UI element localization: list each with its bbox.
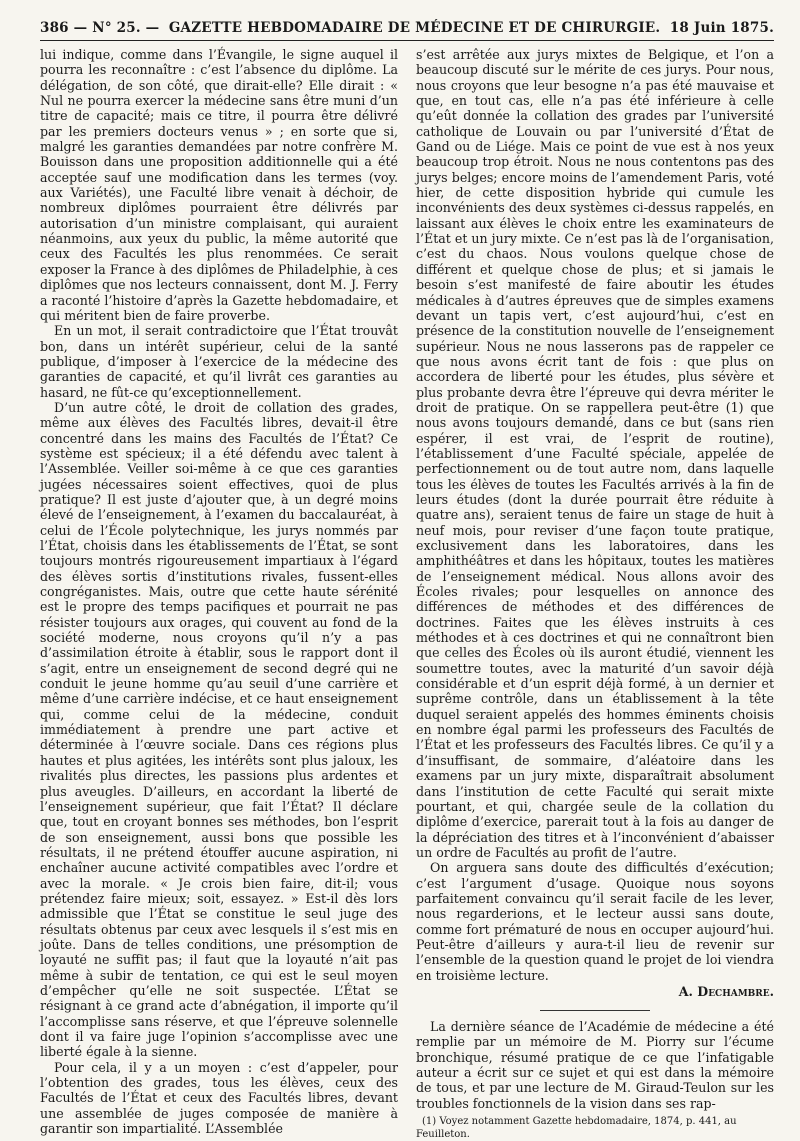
page-number: 386 — N° 25. — — [40, 20, 160, 36]
issue-date: 18 Juin 1875. — [669, 20, 774, 36]
academy-paragraph: La dernière séance de l’Académie de médecine a été remplie par un mémoire de M. Piorry sur l’écume bronchique, résumé pratique de ce que l’infatigable auteur a écrit sur ce sujet et qui est dans la mémoire de tous, et par une lecture de M. Giraud-Teulon sur les troubles fonctionnels de la vision dans ses rap- — [416, 1018, 774, 1111]
paragraph: lui indique, comme dans l’Évangile, le signe auquel il pourra les reconnaître : c’est l’absence du diplôme. La délégation, de son côté, que dirait-elle? Elle dirait : « Nul ne pourra exercer la médecine sans être muni d’un titre de capacité; mais ce titre, il pourra être délivré par les premiers docteurs venus » ; en sorte que si, malgré les garanties demandées par notre confrère M. Bouisson dans une proposition additionnelle qui a été acceptée sauf une modification dans les termes (voy. aux Variétés), une Faculté libre venait à déchoir, de nombreux diplômes pourraient être délivrés par autorisation d’un ministre complaisant, qui auraient néanmoins, aux yeux du public, la même autorité que ceux des Facultés les plus renommées. Ce serait exposer la France à des diplômes de Philadelphie, à ces diplômes que nos lecteurs connaissent, dont M. J. Ferry a raconté l’histoire d’après la Gazette hebdomadaire, et qui méritent bien de faire proverbe. — [40, 47, 398, 323]
paragraph: En un mot, il serait contradictoire que l’État trouvât bon, dans un intérêt supérieur, celui de la santé publique, d’imposer à l’exercice de la médecine des garanties de capacité, et qu’il livrât ces garanties au hasard, ne fût-ce qu’exceptionnellement. — [40, 323, 398, 400]
footnote: (1) Voyez notamment Gazette hebdomadaire, 1874, p. 441, au Feuilleton. — [416, 1116, 737, 1141]
paragraph: s’est arrêtée aux jurys mixtes de Belgique, et l’on a beaucoup discuté sur le mérite de ces jurys. Pour nous, nous croyons que leur besogne n’a pas été mauvaise et que, en tout cas, elle n’a pas été inférieure à celle qu’eût donnée la collation des grades par l’université catholique de Louvain ou par l’université d’État de Gand ou de Liége. Mais ce point de vue est à nos yeux beaucoup trop étroit. Nous ne nous contentons pas des jurys belges; encore moins de l’amendement Paris, voté hier, de cette disposition hybride qui cumule les inconvénients des deux systèmes ci-dessus rappelés, en laissant aux élèves le choix entre les examinateurs de l’État et un jury mixte. Ce n’est pas là de l’organisation, c’est du chaos. Nous voulons quelque chose de différent et quelque chose de plus; et si jamais le besoin s’est manifesté de faire aboutir les études médicales à d’autres épreuves que de simples examens devant un tapis vert, c’est aujourd’hui, c’est en présence de la constitution nouvelle de l’enseignement supérieur. Nous ne nous lasserons pas de rappeler ce que nous avons écrit tant de fois : que plus on accordera de liberté pour les études, plus sévère et plus probante devra être l’épreuve qui devra mériter le droit de pratique. On se rappellera peut-être (1) que nous avons toujours demandé, dans ce but (sans rien espérer, il est vrai, de l’esprit de routine), l’établissement d’une Faculté spéciale, appelée de perfectionnement ou de tout autre nom, dans laquelle tous les élèves de toutes les Facultés arrivés à la fin de leurs études (dont la durée pourrait être réduite à quatre ans), seraient tenus de faire un stage de huit à neuf mois, pour reviser d’une façon toute pratique, exclusivement dans les laboratoires, dans les amphithéâtres et dans les hôpitaux, toutes les matières de l’enseignement médical. Nous allons avoir des Écoles rivales; pour lesquelles on annonce des différences de méthodes et des différences de doctrines. Faites que les élèves instruits à ces méthodes et à ces doctrines et qui ne connaîtront bien que celles des Écoles où ils auront étudié, viennent les soumettre toutes, avec la maturité d’un savoir déjà considérable et d’un esprit déjà formé, à un dernier et suprême contrôle, dans un établissement à la tête duquel seraient appelés des hommes éminents choisis en nombre égal parmi les professeurs des Facultés de l’État et les professeurs des Facultés libres. Ce qu’il y a d’insuffisant, de sommaire, d’aléatoire dans les examens par un jury mixte, disparaîtrait absolument dans l’institution de cette Faculté qui serait mixte pourtant, et qui, chargée seule de la collation du diplôme d’exercice, parerait tout à la fois au danger de la dépréciation des titres et à l’inconvénient d’abaisser un ordre de Facultés au profit de l’autre. — [416, 47, 774, 860]
left-column — [40, 47, 398, 1141]
page-header — [40, 20, 774, 41]
journal-title: GAZETTE HEBDOMADAIRE DE MÉDECINE ET DE CHIRURGIE. — [168, 20, 661, 36]
right-column — [416, 47, 774, 1141]
author-signature: A. Dechambre. — [678, 983, 774, 999]
article-columns — [40, 47, 774, 1141]
section-divider — [540, 1010, 650, 1011]
paragraph: D’un autre côté, le droit de collation des grades, même aux élèves des Facultés libres, devait-il être concentré dans les mains des Facultés de l’État? Ce système est spécieux; il a été défendu avec talent à l’Assemblée. Veiller soi-même à ce que ces garanties jugées nécessaires soient effectives, quoi de plus pratique? Il est juste d’ajouter que, à un degré moins élevé de l’enseignement, à l’examen du baccalauréat, à celui de l’École polytechnique, les jurys nommés par l’État, choisis dans les établissements de l’État, se sont toujours montrés rigoureusement impartiaux à l’égard des élèves sortis d’institutions rivales, fussent-elles congréganistes. Mais, outre que cette haute sérénité est le propre des temps pacifiques et pourrait ne pas résister toujours aux orages, qui couvent au fond de la société moderne, nous croyons qu’il n’y a pas d’assimilation étroite à établir, sous le rapport dont il s’agit, entre un enseignement de second degré qui ne conduit le jeune homme qu’au seuil d’une carrière et même d’une carrière indécise, et ce haut enseignement qui, comme celui de la médecine, conduit immédiatement à prendre une part active et déterminée à l’œuvre sociale. Dans ces régions plus hautes et plus agitées, les intérêts sont plus jaloux, les rivalités plus directes, les passions plus ardentes et plus aveugles. D’ailleurs, en accordant la liberté de l’enseignement supérieur, que fait l’État? Il déclare que, tout en croyant bonnes ses méthodes, bon l’esprit de son enseignement, aussi bons que possible les résultats, il ne prétend étouffer aucune aspiration, ni enchaîner aucune activité compatibles avec l’ordre et avec la morale. « Je crois bien faire, dit-il; vous prétendez faire mieux; soit, essayez. » Est-il dès lors admissible que l’État se constitue le seul juge des résultats obtenus par ceux avec lesquels il s’est mis en joûte. Dans de telles conditions, une présomption de loyauté ne suffit pas; il faut que la loyauté n’ait pas même à subir de tentation, ce qui est le seul moyen d’empêcher qu’elle ne soit suspectée. L’État se résignant à ce grand acte d’abnégation, il importe qu’il l’accomplisse sans réserve, et que l’épreuve solennelle dont il va faire juge l’opinion s’accomplisse avec une liberté égale à la sienne. — [40, 399, 398, 1060]
paragraph: On arguera sans doute des difficultés d’exécution; c’est l’argument d’usage. Quoique nous soyons parfaitement convaincu qu’il serait facile de les lever, nous regarderions, et le lecteur aussi sans doute, comme fort prématuré de nous en occuper aujourd’hui. Peut-être d’ailleurs y aura-t-il lieu de revenir sur l’ensemble de la question quand le projet de loi viendra en troisième lecture. — [416, 860, 774, 983]
paragraph: Pour cela, il y a un moyen : c’est d’appeler, pour l’obtention des grades, tous les élèves, ceux des Facultés de l’État et ceux des Facultés libres, devant une assemblée de juges composée de manière à garantir son impartialité. L’Assemblée — [40, 1059, 398, 1137]
